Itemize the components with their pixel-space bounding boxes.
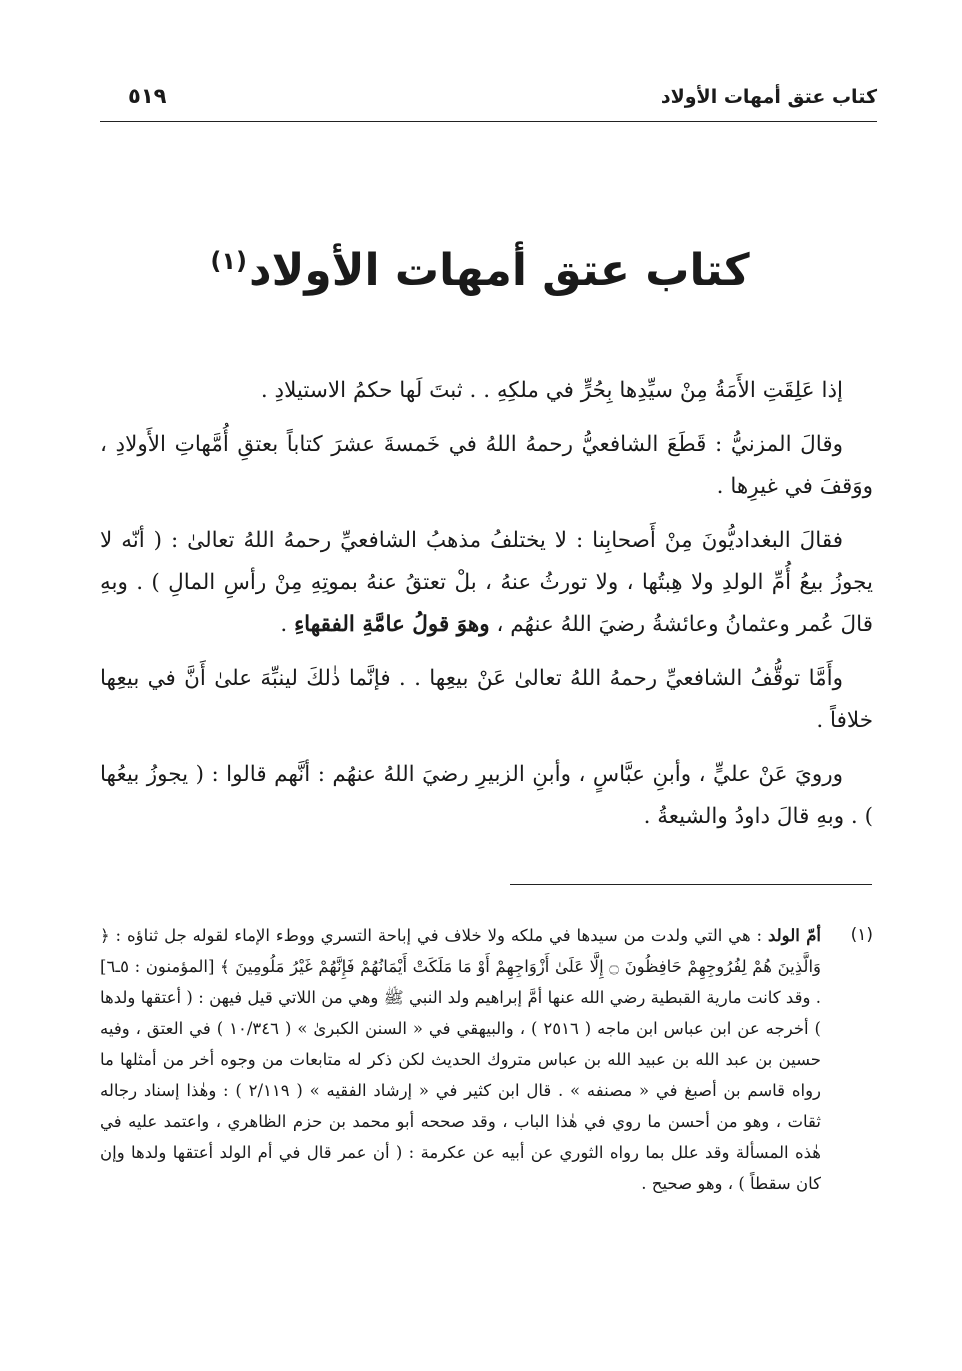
emphasized-text: وهوَ قولُ عامَّةِ الفقهاءِ (294, 612, 490, 637)
main-text (100, 370, 873, 850)
chapter-title-text: كتاب عتق أمهات الأولاد (249, 245, 750, 296)
footnotes (100, 920, 873, 1199)
paragraph: إذا عَلِقَتِ الأَمَةُ مِنْ سيِّدِها بِحُرٍّ في ملكِهِ . . ثبتَ لَها حكمُ الاستيلادِ . (260, 378, 843, 403)
page-header (100, 78, 877, 122)
footnote (100, 920, 873, 1199)
chapter-title (200, 245, 760, 296)
paragraph: ورويَ عَنْ عليٍّ ، وأبنِ عبَّاسٍ ، وأبنِ الزبيرِ رضيَ اللهُ عنهُم : أنَّهم قالوا : ( يجوزُ بيعُها ) . وبهِ قالَ داودُ والشيعةُ . (100, 762, 873, 829)
footnote-number: (١) (850, 925, 873, 945)
paragraph: وأَمَّا توقُّفُ الشافعيِّ رحمهُ اللهُ تعالىٰ عَنْ بيعِها . . فإنَّما ذٰلكَ لينبِّهَ علىٰ أَنَّ في بيعِها خلافاً . (100, 666, 873, 733)
footnote-term: أمّ الولد (767, 926, 821, 945)
paragraph: وقالَ المزنيُّ : قَطَعَ الشافعيُّ رحمهُ اللهُ في خَمسةَ عشرَ كتاباً بعتقِ أُمَّهاتِ الأَولادِ ، ووَقفَ في غيرِها . (100, 432, 873, 499)
footnote-reference[interactable]: (١) (210, 247, 247, 276)
footnote-body: : هي التي ولدت من سيدها في ملكه ولا خلاف في إباحة التسري ووطء الإماء لقوله جل ثناؤه : ﴿ وَالَّذِينَ هُمْ لِفُرُوجِهِمْ حَافِظُونَ ۝ إِلَّا عَلَىٰ أَزْوَاجِهِمْ أَوْ مَا مَلَكَتْ أَيْمَانُهُمْ فَإِنَّهُمْ غَيْرُ مَلُومِينَ ﴾ [المؤمنون : ٥ـ٦] . وقد كانت مارية القبطية رضي الله عنها أمَّ إبراهيم ولد النبي ﷺ وهي من اللاتي قيل فيهن : ( أعتقها ولدها ) أخرجه عن ابن عباس ابن ماجه ( ٢٥١٦ ) ، والبيهقي في « السنن الكبرىٰ » ( ١٠/٣٤٦ ) في العتق ، وفيه حسين بن عبد الله بن عبيد الله بن عباس متروك الحديث لكن ذكر له متابعات من وجوه أخر من أمثلها ما رواه قاسم بن أصبغ في « مصنفه » . قال ابن كثير في « إرشاد الفقيه » ( ٢/١١٩ ) : وهٰذا إسناد رجاله ثقات ، وهو من أحسن ما روي في هٰذا الباب ، وقد صححه أبو محمد بن حزم الظاهري ، واعتمد عليه في هٰذه المسألة وقد علل بما رواه الثوري عن أبيه عن عكرمة : ( أن عمر قال في أم الولد أعتقها ولدها وإن كان سقطاً ) ، وهو صحيح . (100, 926, 822, 1193)
page-number: ٥١٩ (128, 84, 167, 108)
header-rule (100, 121, 877, 122)
paragraph-text: فقالَ البغداديُّونَ مِنْ أَصحابِنا : لا يختلفُ مذهبُ الشافعيِّ رحمهُ اللهُ تعالىٰ : ( أنّه لا يجوزُ بيعُ أُمِّ الولدِ ولا هِبتُها ، ولا تورثُ عنهُ ، بلْ تعتقُ عنهُ بموتِهِ مِنْ رأسِ المالِ ) . وبهِ قالَ عُمر وعثمانُ وعائشةُ رضيَ اللهُ عنهُم ، (100, 528, 873, 637)
footnote-rule (510, 884, 872, 885)
paragraph-text: . (280, 612, 295, 637)
paragraph (100, 520, 873, 646)
footnote-text (100, 920, 821, 1199)
running-title: كتاب عتق أمهات الأولاد (660, 86, 877, 108)
